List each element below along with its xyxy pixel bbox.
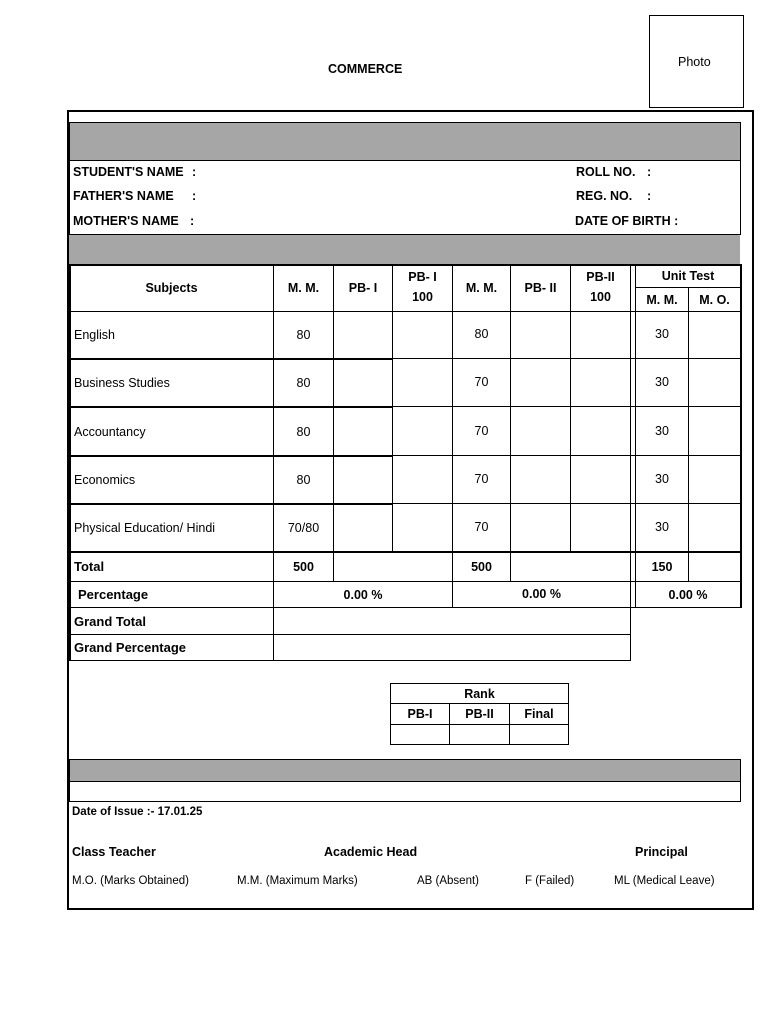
total-label: Total bbox=[74, 558, 105, 574]
total-mm2: 500 bbox=[471, 560, 492, 574]
header-pb1-100: PB- I bbox=[408, 270, 437, 284]
header-pb2-100: PB-II bbox=[586, 270, 615, 284]
total-mm1: 500 bbox=[293, 560, 314, 574]
header-pb1: PB- I bbox=[348, 281, 378, 295]
header-pb2-100-max: 100 bbox=[590, 290, 611, 304]
header-pb2: PB- II bbox=[524, 281, 557, 295]
subject-mm2: 70 bbox=[474, 472, 489, 486]
rank-title: Rank bbox=[464, 686, 495, 701]
academic-head-label: Academic Head bbox=[324, 845, 418, 859]
dob-label: DATE OF BIRTH : bbox=[575, 214, 679, 228]
legend-f: F (Failed) bbox=[525, 875, 575, 887]
subject-mm2: 70 bbox=[474, 520, 489, 534]
header-unit-test: Unit Test bbox=[661, 269, 715, 283]
percentage-ut: 0.00 % bbox=[668, 587, 708, 602]
rank-pb1: PB-I bbox=[407, 707, 433, 721]
grand-percentage-label: Grand Percentage bbox=[74, 640, 186, 655]
subject-name: English bbox=[74, 328, 115, 342]
subject-mm1: 80 bbox=[296, 376, 311, 390]
mother-name-label: MOTHER'S NAME bbox=[73, 214, 179, 228]
percentage-pb1: 0.00 % bbox=[343, 587, 383, 602]
legend-ml: ML (Medical Leave) bbox=[614, 875, 715, 887]
photo-label: Photo bbox=[678, 55, 711, 69]
colon: : bbox=[190, 214, 195, 228]
subject-ut-mm: 30 bbox=[655, 327, 669, 341]
rank-pb2: PB-II bbox=[465, 707, 494, 721]
subject-mm2: 70 bbox=[474, 375, 489, 389]
subject-ut-mm: 30 bbox=[655, 423, 669, 438]
colon: : bbox=[647, 189, 652, 203]
subject-ut-mm: 30 bbox=[655, 375, 669, 389]
subject-mm1: 80 bbox=[296, 328, 311, 342]
date-of-issue: Date of Issue :- 17.01.25 bbox=[72, 806, 203, 818]
percentage-pb2: 0.00 % bbox=[522, 586, 561, 601]
subject-mm1: 70/80 bbox=[287, 521, 320, 535]
legend-mm: M.M. (Maximum Marks) bbox=[237, 875, 358, 887]
subject-mm2: 80 bbox=[474, 327, 489, 341]
subject-name: Economics bbox=[74, 473, 136, 487]
principal-label: Principal bbox=[635, 845, 688, 859]
header-mm: M. M. bbox=[287, 281, 320, 295]
legend-mo: M.O. (Marks Obtained) bbox=[72, 875, 189, 887]
grand-total-label: Grand Total bbox=[74, 613, 146, 629]
colon: : bbox=[192, 165, 197, 179]
subject-ut-mm: 30 bbox=[655, 472, 669, 486]
reg-no-label: REG. NO. bbox=[576, 189, 633, 203]
header-pb1-100-max: 100 bbox=[412, 290, 433, 304]
stream-title: COMMERCE bbox=[328, 62, 403, 76]
roll-no-label: ROLL NO. bbox=[576, 165, 636, 179]
class-teacher-label: Class Teacher bbox=[72, 845, 156, 859]
father-name-label: FATHER'S NAME bbox=[73, 189, 174, 203]
header-ut-mm: M. M. bbox=[646, 292, 678, 307]
subject-name: Physical Education/ Hindi bbox=[74, 521, 216, 535]
header-ut-mo: M. O. bbox=[699, 292, 730, 307]
subject-name: Business Studies bbox=[74, 376, 170, 390]
photo-box bbox=[649, 15, 744, 108]
student-name-label: STUDENT'S NAME bbox=[73, 165, 184, 179]
subject-name: Accountancy bbox=[74, 424, 146, 439]
colon: : bbox=[647, 165, 652, 179]
section-band bbox=[69, 235, 740, 264]
legend-ab: AB (Absent) bbox=[417, 875, 479, 887]
subject-mm1: 80 bbox=[296, 473, 311, 487]
subject-mm1: 80 bbox=[296, 424, 311, 439]
subject-ut-mm: 30 bbox=[655, 520, 669, 534]
total-ut-mm: 150 bbox=[651, 560, 673, 574]
header-subjects: Subjects bbox=[145, 281, 198, 295]
subject-mm2: 70 bbox=[474, 423, 489, 438]
header-mm-2: M. M. bbox=[465, 281, 498, 295]
rank-final: Final bbox=[524, 707, 554, 721]
percentage-label: Percentage bbox=[78, 587, 149, 602]
colon: : bbox=[192, 189, 197, 203]
